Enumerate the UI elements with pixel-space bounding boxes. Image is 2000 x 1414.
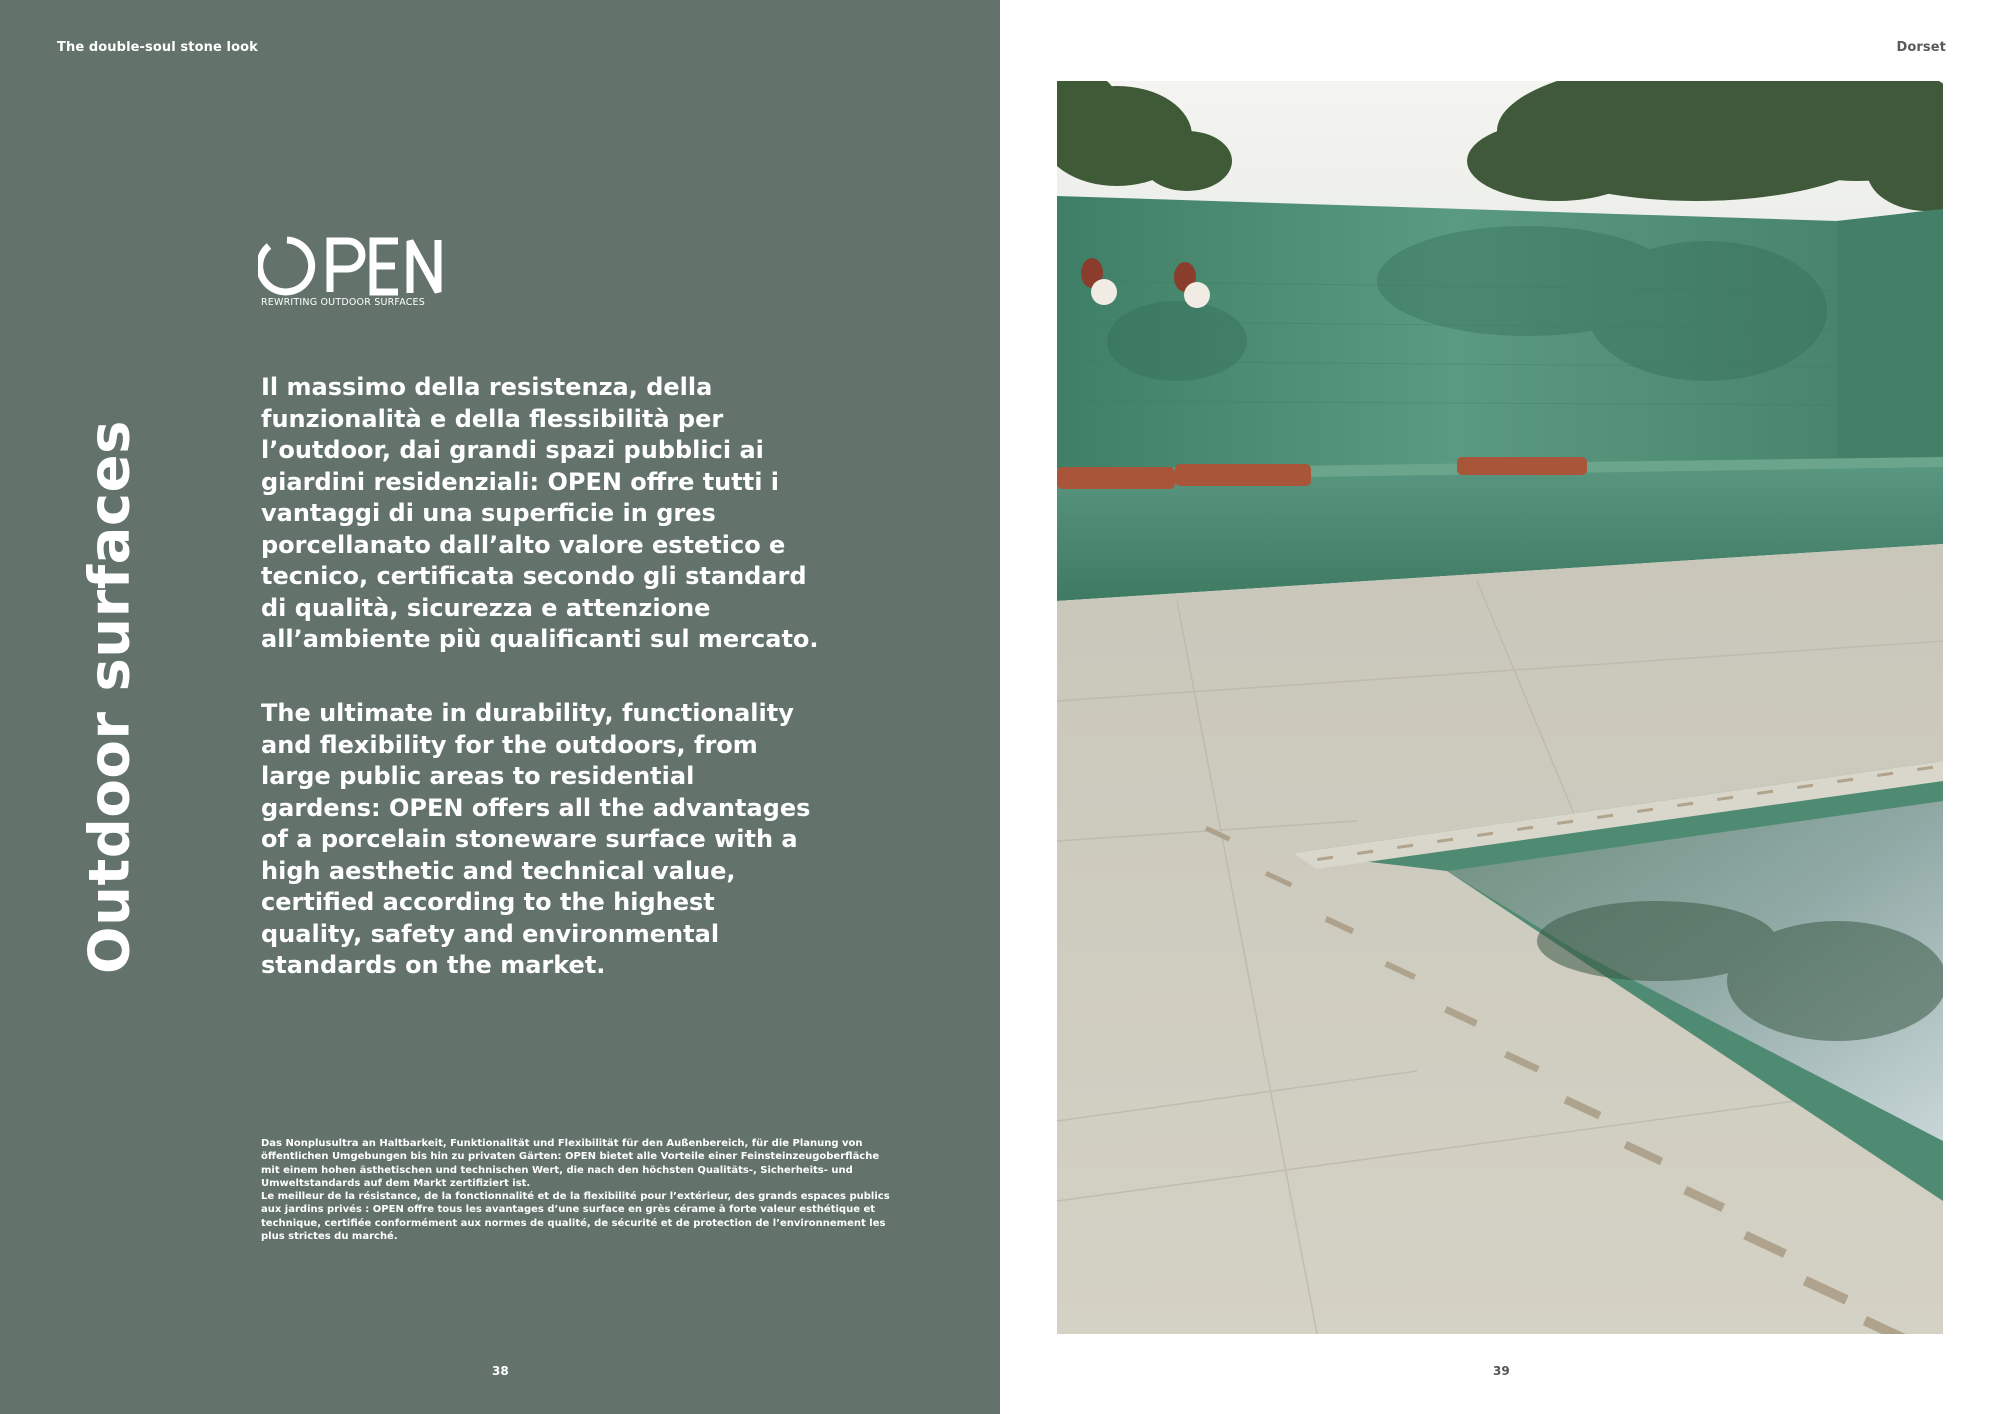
right-page bbox=[1000, 0, 2000, 1414]
small-text-block bbox=[261, 1137, 891, 1243]
body-text-english: The ultimate in durability, functionality and flexibility for the outdoors, from large public areas to residential gardens: OPEN offers all the advantages of a porcelain stoneware surface with a high aesthetic and technical value, certified according to the highest quality, safety and environmental standards on the market. bbox=[261, 699, 811, 979]
body-text-german: Das Nonplusultra an Haltbarkeit, Funktionalität und Flexibilität für den Außenbereich, für die Planung von öffentlichen Umgebungen bis hin zu privaten Gärten: OPEN bietet alle Vorteile einer Feinsteinzeugoberfläche mit einem hohen ästhetischen und technischen Wert, die nach den höchsten Qualitäts-, Sicherheits- und Umweltstandards auf dem Markt zertifiziert ist. bbox=[261, 1138, 880, 1189]
pool-terrace-photo bbox=[1057, 81, 1943, 1334]
pool-terrace-illustration bbox=[1057, 81, 1943, 1334]
running-head-left: The double-soul stone look bbox=[57, 40, 258, 55]
logo-tagline: REWRITING OUTDOOR SURFACES bbox=[261, 297, 425, 308]
page-number-left: 38 bbox=[492, 1364, 509, 1378]
running-head-right: Dorset bbox=[1896, 40, 1946, 55]
body-text-french: Le meilleur de la résistance, de la fonctionnalité et de la flexibilité pour l’extérieur, des grands espaces publics aux jardins privés : OPEN offre tous les avantages d’une surface en grès cérame à forte valeur esthétique et technique, certifiée conformément aux normes de qualité, de sécurité et de protection de l’environnement les plus strictes du marché. bbox=[261, 1191, 890, 1243]
body-text-italian: Il massimo della resistenza, della funzionalità e della flessibilità per l’outdoor, dai grandi spazi pubblici ai giardini residenziali: OPEN offre tutti i vantaggi di una superficie in gres porcellanato dall’alto valore estetico e tecnico, certificata secondo gli standard di qualità, sicurezza e attenzione all’ambiente più qualificanti sul mercato. bbox=[261, 373, 819, 653]
vertical-section-title: Outdoor surfaces bbox=[77, 420, 143, 974]
page-number-right: 39 bbox=[1493, 1364, 1510, 1378]
